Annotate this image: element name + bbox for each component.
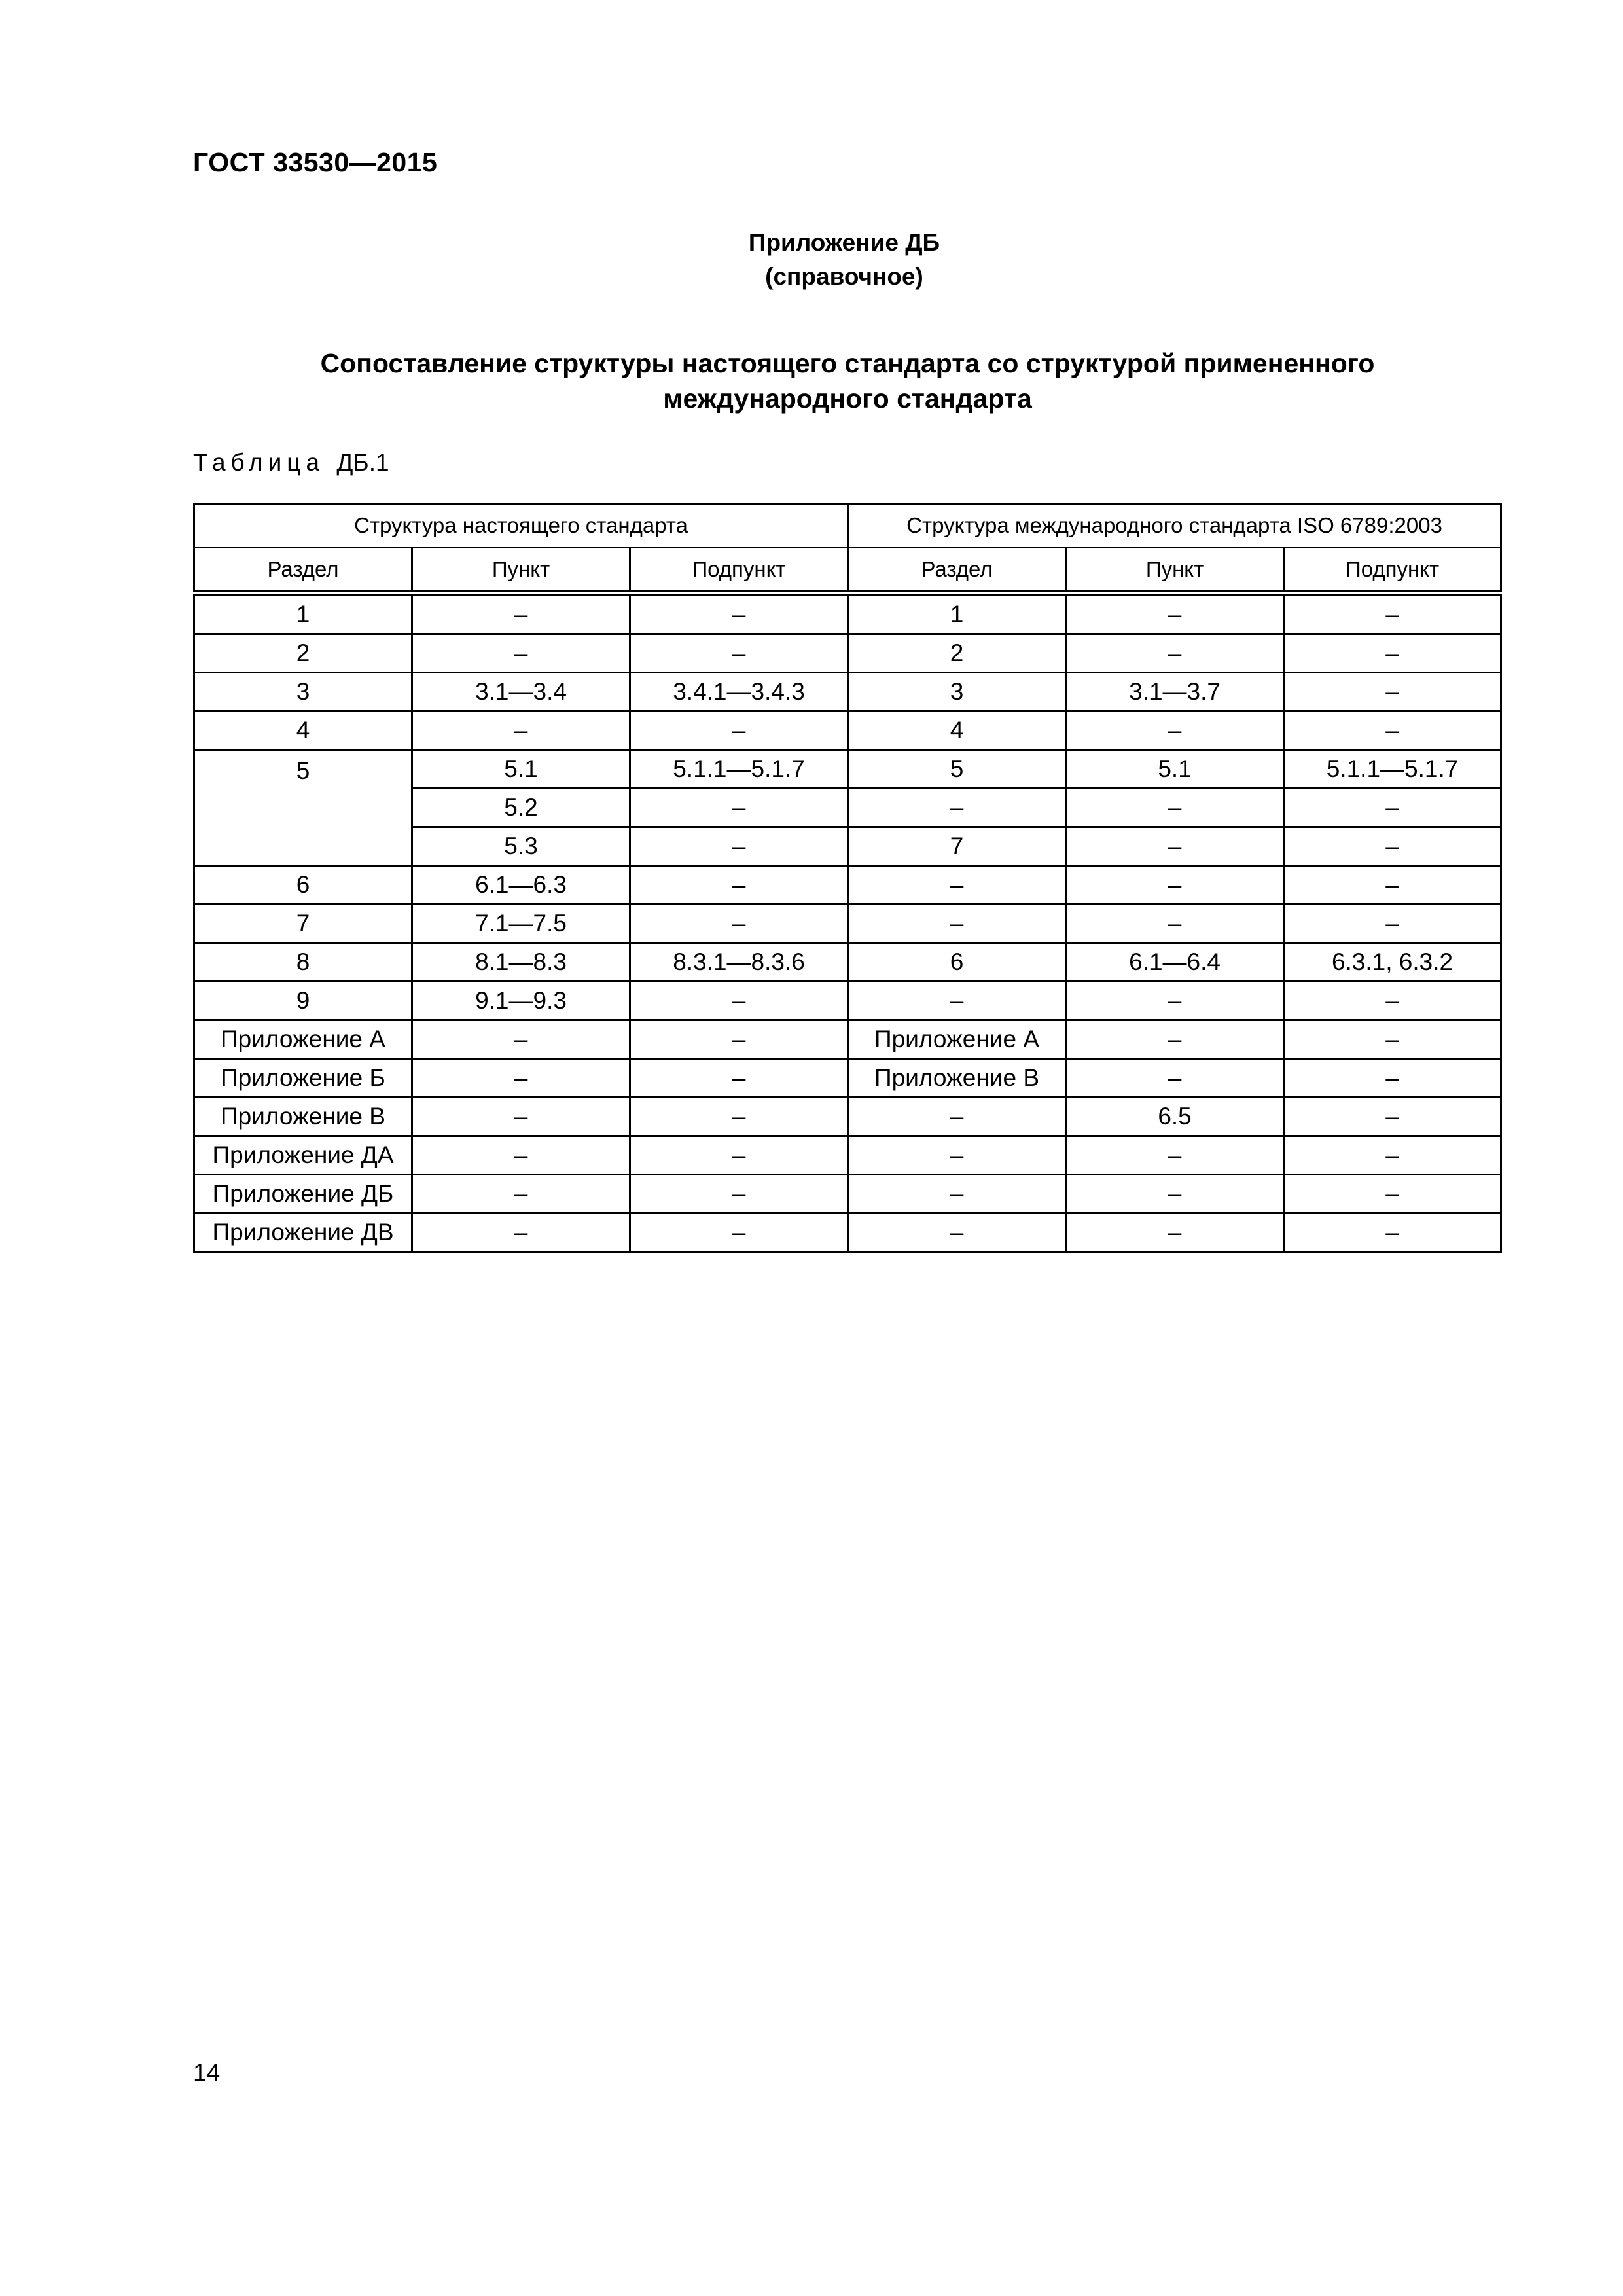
table-cell: 3 (848, 673, 1066, 711)
table-cell: – (1066, 711, 1284, 750)
table-cell: 7 (194, 905, 412, 943)
table-cell: – (1284, 866, 1501, 905)
table-cell: Приложение ДВ (194, 1213, 412, 1252)
table-cell: – (848, 905, 1066, 943)
table-cell: – (630, 1175, 848, 1213)
table-cell: – (630, 1098, 848, 1136)
table-row (194, 943, 1501, 982)
group-header-row (194, 504, 1501, 548)
document-code: ГОСТ 33530—2015 (193, 147, 438, 177)
table-cell: – (848, 1175, 1066, 1213)
table-row (194, 1175, 1501, 1213)
table-cell: – (412, 1175, 630, 1213)
column-header: Подпункт (630, 548, 848, 594)
table-row (194, 634, 1501, 673)
table-cell: – (1284, 711, 1501, 750)
table-cell: 5 (194, 750, 412, 866)
table-cell: – (1284, 905, 1501, 943)
table-cell: 3.1—3.7 (1066, 673, 1284, 711)
table-cell: 5.1 (1066, 750, 1284, 789)
table-cell: – (1066, 866, 1284, 905)
table-cell: 5.1.1—5.1.7 (630, 750, 848, 789)
table-cell: – (412, 594, 630, 634)
table-cell: – (630, 711, 848, 750)
table-cell: – (848, 866, 1066, 905)
table-cell: – (1284, 789, 1501, 827)
table-cell: – (1284, 982, 1501, 1020)
table-cell: – (630, 1213, 848, 1252)
table-cell: – (412, 711, 630, 750)
column-header: Подпункт (1284, 548, 1501, 594)
table-cell: – (1066, 1136, 1284, 1175)
table-cell: 2 (848, 634, 1066, 673)
table-cell: 8.1—8.3 (412, 943, 630, 982)
table-cell: – (630, 905, 848, 943)
table-row (194, 1213, 1501, 1252)
table-cell: 1 (848, 594, 1066, 634)
table-row (194, 982, 1501, 1020)
table-cell: 6.3.1, 6.3.2 (1284, 943, 1501, 982)
table-row (194, 594, 1501, 634)
main-title-line-1: Сопоставление структуры настоящего стандарта со структурой примененного (320, 348, 1375, 378)
table-cell: Приложение ДБ (194, 1175, 412, 1213)
table-cell: 5.1.1—5.1.7 (1284, 750, 1501, 789)
table-cell: 1 (194, 594, 412, 634)
table-cell: – (412, 1136, 630, 1175)
table-row (194, 1020, 1501, 1059)
structure-comparison-table (193, 503, 1502, 1253)
table-cell: Приложение А (194, 1020, 412, 1059)
table-label-word: Таблица (193, 449, 325, 476)
table-cell: – (630, 866, 848, 905)
column-header: Раздел (194, 548, 412, 594)
table-cell: – (1284, 1059, 1501, 1098)
table-cell: – (1284, 1098, 1501, 1136)
table-cell: – (630, 1136, 848, 1175)
annex-heading (0, 226, 1623, 294)
table-cell: Приложение ДА (194, 1136, 412, 1175)
table-cell: – (412, 1059, 630, 1098)
table-cell: 3.4.1—3.4.3 (630, 673, 848, 711)
table-cell: – (1066, 1213, 1284, 1252)
table-cell: Приложение А (848, 1020, 1066, 1059)
table-cell: – (1284, 634, 1501, 673)
table-cell: – (1066, 982, 1284, 1020)
table-cell: – (630, 827, 848, 866)
table-cell: – (848, 1136, 1066, 1175)
table-cell: – (630, 634, 848, 673)
main-title-line-2: международного стандарта (663, 384, 1032, 414)
table-cell: – (1066, 827, 1284, 866)
table-cell: – (1066, 905, 1284, 943)
main-title (193, 346, 1502, 416)
table-cell: – (630, 1059, 848, 1098)
table-cell: – (1284, 827, 1501, 866)
table-cell: – (412, 1213, 630, 1252)
table-cell: – (1066, 1020, 1284, 1059)
table-cell: – (1066, 1059, 1284, 1098)
table-cell: – (1284, 1175, 1501, 1213)
table-cell: 2 (194, 634, 412, 673)
table-cell: 6.1—6.3 (412, 866, 630, 905)
table-cell: – (1284, 594, 1501, 634)
table-cell: – (848, 1213, 1066, 1252)
table-row (194, 1136, 1501, 1175)
table-cell: 6 (194, 866, 412, 905)
table-cell: 9 (194, 982, 412, 1020)
group-header-international-standard: Структура международного стандарта ISO 6789:2003 (848, 504, 1501, 548)
table-cell: – (1066, 634, 1284, 673)
table-cell: – (848, 789, 1066, 827)
table-cell: 3 (194, 673, 412, 711)
table-cell: 9.1—9.3 (412, 982, 630, 1020)
table-cell: – (1066, 594, 1284, 634)
group-header-current-standard: Структура настоящего стандарта (194, 504, 848, 548)
table-cell: Приложение В (194, 1098, 412, 1136)
table-cell: 3.1—3.4 (412, 673, 630, 711)
table-cell: Приложение В (848, 1059, 1066, 1098)
table-cell: 5.2 (412, 789, 630, 827)
table-cell: 4 (848, 711, 1066, 750)
table-cell: 7.1—7.5 (412, 905, 630, 943)
table-row (194, 866, 1501, 905)
table-row (194, 1098, 1501, 1136)
table-cell: 7 (848, 827, 1066, 866)
table-row (194, 905, 1501, 943)
table-cell: 5.3 (412, 827, 630, 866)
table-cell: – (1066, 789, 1284, 827)
annex-title: Приложение ДБ (748, 229, 940, 256)
table-cell: – (630, 1020, 848, 1059)
table-label-number: ДБ.1 (336, 449, 389, 476)
table-row (194, 1059, 1501, 1098)
table-cell: – (1284, 1020, 1501, 1059)
column-header: Пункт (1066, 548, 1284, 594)
table-cell: 8 (194, 943, 412, 982)
table-cell: – (630, 982, 848, 1020)
page-number: 14 (193, 2059, 221, 2086)
table-cell: – (1066, 1175, 1284, 1213)
table-cell: 5.1 (412, 750, 630, 789)
table-cell: – (1284, 1136, 1501, 1175)
table-cell: 6 (848, 943, 1066, 982)
table-cell: 6.1—6.4 (1066, 943, 1284, 982)
table-cell: Приложение Б (194, 1059, 412, 1098)
table-label (193, 449, 389, 476)
table-cell: – (630, 594, 848, 634)
table-cell: – (1284, 1213, 1501, 1252)
table-cell: – (848, 1098, 1066, 1136)
annex-type: (справочное) (765, 263, 923, 290)
column-header-row (194, 548, 1501, 594)
table-cell: – (848, 982, 1066, 1020)
column-header: Раздел (848, 548, 1066, 594)
table-cell: – (1284, 673, 1501, 711)
table-cell: – (412, 634, 630, 673)
table-cell: – (412, 1020, 630, 1059)
table-cell: 6.5 (1066, 1098, 1284, 1136)
column-header: Пункт (412, 548, 630, 594)
table-cell: 8.3.1—8.3.6 (630, 943, 848, 982)
table-cell: 4 (194, 711, 412, 750)
table-row (194, 711, 1501, 750)
table-row (194, 673, 1501, 711)
table-row (194, 750, 1501, 789)
table-cell: – (630, 789, 848, 827)
table-cell: 5 (848, 750, 1066, 789)
table-cell: – (412, 1098, 630, 1136)
